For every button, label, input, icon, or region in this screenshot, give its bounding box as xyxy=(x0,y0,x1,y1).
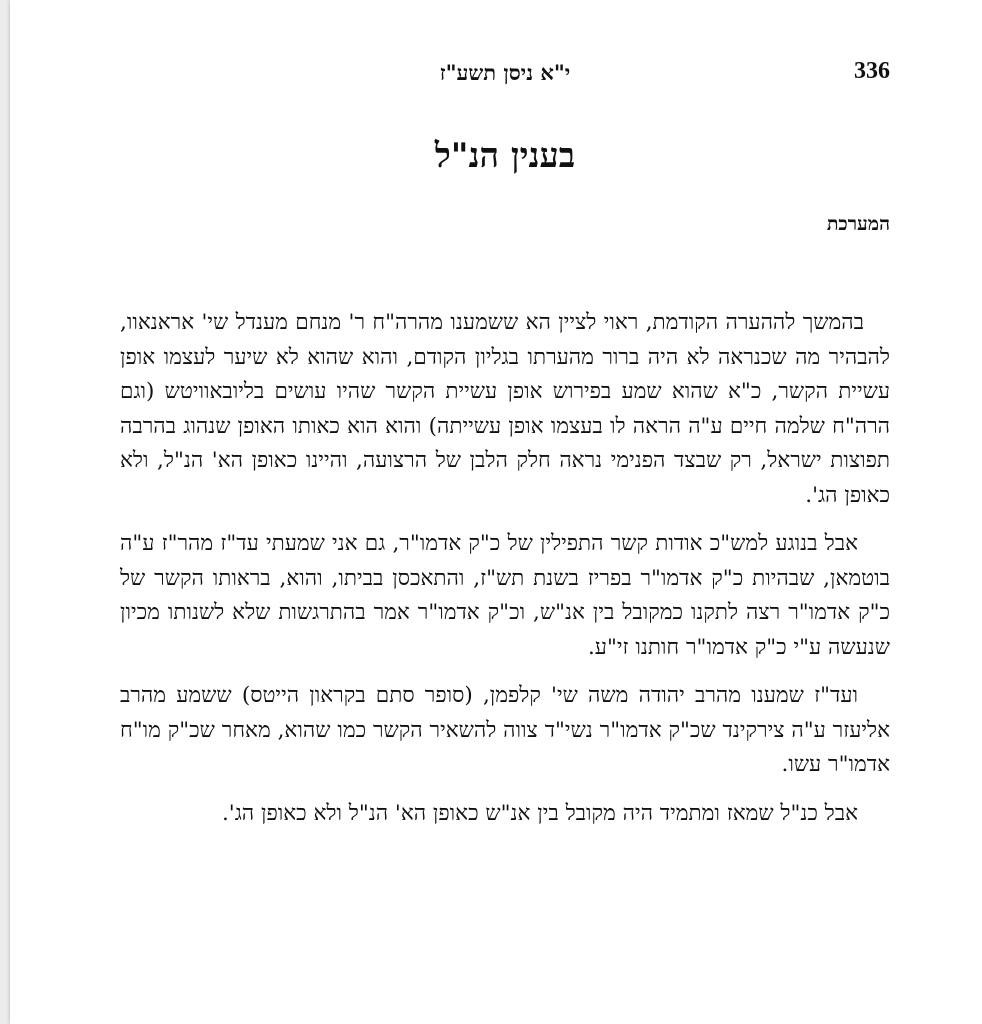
page-header xyxy=(120,58,890,90)
article-body xyxy=(120,306,890,845)
paragraph-1: בהמשך לההערה הקודמת, ראוי לציין הא ששמענו מהרה"ח ר' מנחם מענדל שי' אראנאוו, להבהיר מה שכנראה לא היה ברור מהערתו בגליון הקודם, והוא שהוא לא שיער לעצמו אופן עשיית הקשר, כ"א שהוא שמע בפירוש אופן עשיית הקשר שהיו עושים בליובאוויטש (וגם הרה"ח שלמה חיים ע"ה הראה לו בעצמו אופן עשייתה) והוא הוא כאותו האופן שנהוג בהרבה תפוצות ישראל, רק שבצד הפנימי נראה חלק הלבן של הרצועה, והיינו כאופן הא' הנ"ל, ולא כאופן הג'. xyxy=(120,310,890,508)
document-page xyxy=(10,0,982,1024)
running-head: י"א ניסן תשע"ז xyxy=(439,60,571,85)
article-author: המערכת xyxy=(826,213,890,235)
paragraph-2: אבל בנוגע למש"כ אודות קשר התפילין של כ"ק אדמו"ר, גם אני שמעתי עד"ז מהר"ז ע"ה בוטמאן, שבהיות כ"ק אדמו"ר בפריז בשנת תש"ז, והתאכסן בביתו, והוא, בראותו הקשר של כ"ק אדמו"ר רצה לתקנו כמקובל בין אנ"ש, וכ"ק אדמו"ר אמר בהתרגשות שלא לשנותו מכיון שנעשה ע"י כ"ק אדמו"ר חותנו זי"ע. xyxy=(120,531,890,660)
paragraph-3: ועד"ז שמענו מהרב יהודה משה שי' קלפמן, (סופר סתם בקראון הייטס) ששמע מהרב אליעזר ע"ה צירקינד שכ"ק אדמו"ר נשי"ד צווה להשאיר הקשר כמו שהוא, מאחר שכ"ק מו"ח אדמו"ר עשו. xyxy=(120,683,890,777)
page-number: 336 xyxy=(854,58,890,84)
article-title: בענין הנ"ל xyxy=(434,136,576,176)
paragraph-4: אבל כנ"ל שמאז ומתמיד היה מקובל בין אנ"ש כאופן הא' הנ"ל ולא כאופן הג'. xyxy=(221,800,858,826)
